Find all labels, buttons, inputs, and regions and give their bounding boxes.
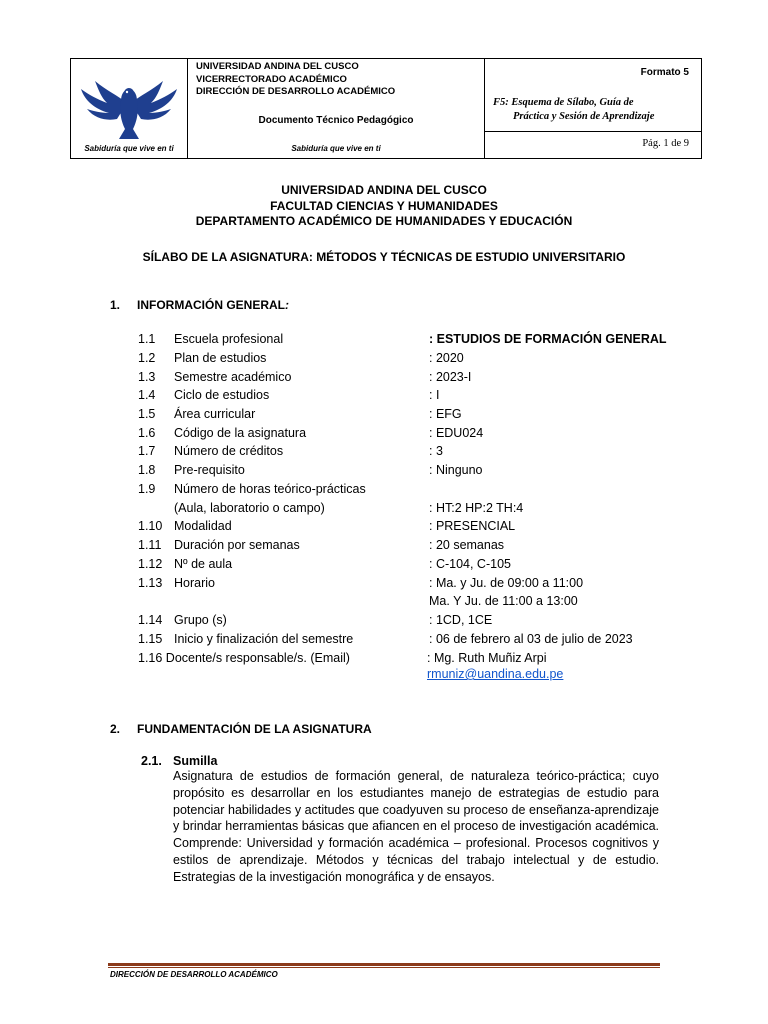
section-number: 2.	[110, 722, 121, 736]
format-description-line2: Práctica y Sesión de Aprendizaje	[513, 111, 655, 122]
info-value: : C-104, C-105	[429, 557, 511, 571]
info-label: (Aula, laboratorio o campo)	[174, 501, 325, 515]
info-value: : ESTUDIOS DE FORMACIÓN GENERAL	[429, 332, 667, 346]
section-title-text: INFORMACIÓN GENERAL	[137, 298, 285, 312]
section-title: FUNDAMENTACIÓN DE LA ASIGNATURA	[137, 722, 372, 736]
info-value: : PRESENCIAL	[429, 519, 516, 533]
info-number: 1.15	[138, 632, 163, 646]
institution-line: DIRECCIÓN DE DESARROLLO ACADÉMICO	[196, 86, 396, 97]
info-value: : 20 semanas	[429, 538, 505, 552]
institution-line: VICERRECTORADO ACADÉMICO	[196, 73, 347, 85]
info-label: Grupo (s)	[174, 613, 227, 627]
logo-motto: Sabiduría que vive en ti	[84, 144, 174, 153]
institution-line: UNIVERSIDAD ANDINA DEL CUSCO	[196, 61, 359, 72]
format-info	[485, 59, 701, 132]
section-title-suffix: :	[285, 298, 289, 312]
footer-rule	[108, 963, 660, 966]
info-label: Duración por semanas	[174, 538, 300, 552]
info-label: Ciclo de estudios	[174, 388, 270, 402]
footer-text: DIRECCIÓN DE DESARROLLO ACADÉMICO	[110, 970, 278, 979]
info-value: : 06 de febrero al 03 de julio de 2023	[429, 632, 633, 646]
info-number: 1.1	[138, 332, 156, 346]
info-number: 1.9	[138, 482, 156, 496]
footer-rule-thin	[108, 967, 660, 968]
info-label: 1.16 Docente/s responsable/s. (Email)	[138, 651, 350, 665]
info-number: 1.14	[138, 613, 163, 627]
info-number: 1.7	[138, 444, 156, 458]
sumilla-paragraph: Asignatura de estudios de formación general, de naturaleza teórico-práctica; cuyo propósito es desarrollar en los estudiantes manejo de estrategias de estudio para potenciar habilidades y actitudes que coadyuven su proceso de enseñanza-aprendizaje y brindar herramientas básicas que afiancen en el proceso de investigación académica. Comprende: Universidad y formación académica – profesional. Procesos cognitivos y estilos de aprendizaje. Métodos y técnicas del trabajo intelectual y de estudio. Estrategias de la investigación monográfica y de ensayos.	[173, 769, 659, 884]
sumilla-heading	[141, 754, 218, 768]
institution-motto: Sabiduría que vive en ti	[291, 144, 381, 153]
info-value: : 2020	[429, 351, 464, 365]
syllabus-title: SÍLABO DE LA ASIGNATURA: MÉTODOS Y TÉCNICAS DE ESTUDIO UNIVERSITARIO	[142, 250, 626, 264]
info-label: Plan de estudios	[174, 351, 267, 365]
info-label: Escuela profesional	[174, 332, 284, 346]
info-number: 1.4	[138, 388, 156, 402]
info-label: Inicio y finalización del semestre	[174, 632, 354, 646]
info-label: Pre-requisito	[174, 463, 245, 477]
institution-cell	[188, 59, 485, 158]
document-titles	[0, 183, 768, 230]
section-number: 1.	[110, 298, 121, 312]
info-value: Ma. Y Ju. de 11:00 a 13:00	[429, 594, 578, 608]
info-number: 1.3	[138, 370, 156, 384]
logo-cell	[71, 59, 188, 158]
info-value: : I	[429, 388, 440, 402]
info-number: 1.13	[138, 576, 163, 590]
info-value: : EDU024	[429, 426, 484, 440]
format-description-line1: F5: Esquema de Sílabo, Guía de	[493, 97, 634, 108]
subsection-title: Sumilla	[173, 754, 218, 768]
document-header	[70, 58, 702, 159]
page-number: Pág. 1 de 9	[642, 138, 689, 149]
info-number: 1.10	[138, 519, 163, 533]
subsection-number: 2.1.	[141, 754, 162, 768]
info-number: 1.12	[138, 557, 163, 571]
info-number: 1.5	[138, 407, 156, 421]
info-value: : Ninguno	[429, 463, 483, 477]
info-value: : Ma. y Ju. de 09:00 a 11:00	[429, 576, 584, 590]
info-label: Semestre académico	[174, 370, 292, 384]
info-number: 1.6	[138, 426, 156, 440]
page-number-cell	[485, 132, 701, 158]
info-label: Código de la asignatura	[174, 426, 307, 440]
info-label: Área curricular	[174, 407, 256, 421]
info-number: 1.11	[138, 538, 162, 552]
document-type: Documento Técnico Pedagógico	[258, 115, 414, 126]
info-number: 1.8	[138, 463, 156, 477]
info-value: : HT:2 HP:2 TH:4	[429, 501, 524, 515]
info-value: : EFG	[429, 407, 462, 421]
university-eagle-logo	[77, 73, 181, 141]
info-value: : 1CD, 1CE	[429, 613, 493, 627]
title-department: DEPARTAMENTO ACADÉMICO DE HUMANIDADES Y EDUCACIÓN	[195, 214, 573, 228]
format-description	[493, 96, 654, 124]
info-label: Número de créditos	[174, 444, 284, 458]
info-number: 1.2	[138, 351, 156, 365]
info-label: Nº de aula	[174, 557, 233, 571]
info-label: Número de horas teórico-prácticas	[174, 482, 366, 496]
info-value: : Mg. Ruth Muñiz Arpi	[427, 651, 547, 665]
info-label: Horario	[174, 576, 215, 590]
info-value: : 2023-I	[429, 370, 472, 384]
section-title	[137, 298, 289, 312]
title-faculty: FACULTAD CIENCIAS Y HUMANIDADES	[270, 198, 498, 213]
institution-lines	[196, 61, 395, 99]
email-link[interactable]: rmuniz@uandina.edu.pe	[427, 667, 564, 681]
info-value: : 3	[429, 444, 443, 458]
info-label: Modalidad	[174, 519, 232, 533]
format-cell	[485, 59, 701, 158]
format-label: Formato 5	[640, 67, 689, 78]
title-university: UNIVERSIDAD ANDINA DEL CUSCO	[281, 183, 487, 197]
